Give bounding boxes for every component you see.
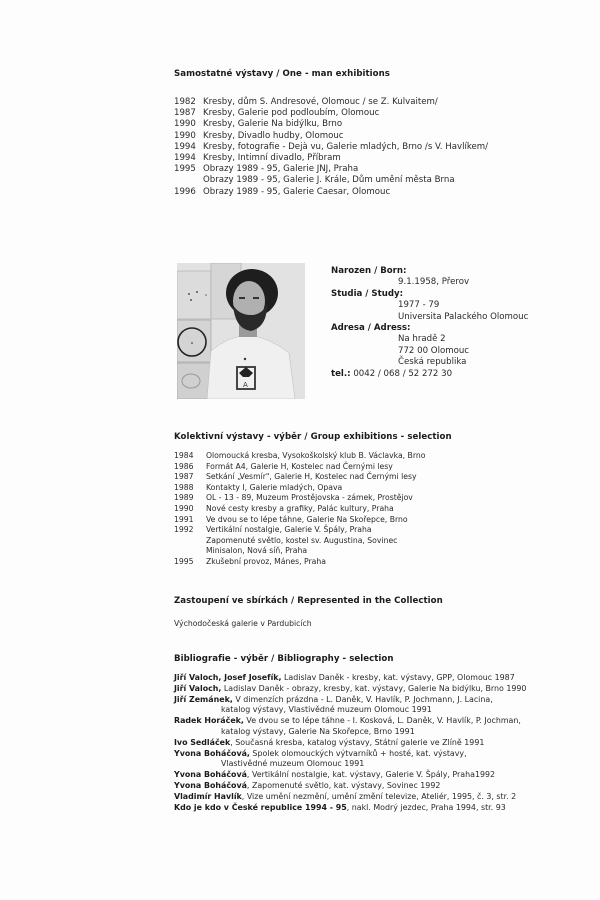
entry-text: Kresby, Galerie Na bidýlku, Brno [203, 119, 343, 130]
address-line-3: Česká republika [398, 357, 467, 368]
address-label: Adresa / Adress: [331, 322, 411, 333]
bibliography-entry [174, 716, 554, 727]
entry-text: Ve dvou se to lépe táhne, Galerie Na Skořepce, Brno [206, 514, 408, 524]
year: 1989 [174, 493, 194, 503]
entry-text: , Zapomenuté světlo, kat. výstavy, Sovinec 1992 [246, 780, 441, 790]
author: Jiří Zemánek, [174, 694, 233, 704]
year: 1995 [174, 556, 194, 566]
entry-text: , nakl. Modrý jezdec, Praha 1994, str. 93 [346, 802, 506, 812]
list-item [174, 515, 425, 526]
svg-text:A: A [243, 381, 248, 389]
bibliography-entry [174, 792, 554, 803]
list-item [174, 119, 488, 130]
entry-text: Spolek olomouckých výtvarníků + hosté, kat. výstavy, [249, 748, 467, 758]
bibliography-heading: Bibliografie - výběr / Bibliography - selection [174, 654, 394, 664]
born-label: Narozen / Born: [331, 266, 407, 276]
entry-text: Zapomenuté světlo, kostel sv. Augustina, Sovinec [206, 535, 398, 545]
list-item [174, 483, 425, 494]
year [174, 536, 206, 547]
bibliography-entry [174, 695, 554, 706]
entry-text: Zkušební provoz, Mánes, Praha [206, 556, 326, 566]
list-item [174, 462, 425, 473]
entry-text: Nové cesty kresby a grafiky, Palác kultury, Praha [206, 503, 394, 513]
author: Yvona Boháčová [174, 780, 247, 790]
list-item [174, 153, 488, 164]
telephone [331, 369, 528, 380]
year [174, 175, 203, 186]
bibliography-entry [174, 673, 554, 684]
collection-heading: Zastoupení ve sbírkách / Represented in the Collection [174, 596, 443, 606]
year: 1990 [174, 503, 194, 513]
bibliography-entry [174, 738, 554, 749]
list-item [174, 142, 488, 153]
year [174, 546, 206, 557]
list-item [174, 451, 425, 462]
year: 1992 [174, 525, 194, 535]
author: Jiří Valoch, [174, 683, 222, 693]
author: Yvona Boháčová, [174, 748, 250, 758]
list-item [174, 131, 488, 142]
author: Ivo Sedláček [174, 737, 231, 747]
list-item [174, 493, 425, 504]
bibliography-entry [174, 770, 554, 781]
bibliography-entry [174, 803, 554, 814]
address-line-2: 772 00 Olomouc [398, 345, 470, 356]
list-item [174, 108, 488, 119]
entry-text: Kresby, Divadlo hudby, Olomouc [203, 130, 344, 141]
author: Vladimír Havlík [174, 791, 242, 801]
author: Jiří Valoch, Josef Josefík, [174, 673, 282, 682]
year: 1990 [174, 130, 196, 141]
entry-text: Formát A4, Galerie H, Kostelec nad Černými lesy [206, 461, 393, 471]
list-item [174, 504, 425, 515]
bibliography-entry-continuation: Vlastivědné muzeum Olomouc 1991 [221, 759, 365, 769]
biography-block [331, 266, 528, 380]
entry-text: Vertikální nostalgie, Galerie V. Špály, Praha [206, 525, 372, 535]
entry-text: , Vertikální nostalgie, kat. výstavy, Galerie V. Špály, Praha1992 [246, 770, 496, 780]
list-item [174, 557, 425, 568]
group-exhibitions-list [174, 451, 425, 568]
author: Radek Horáček, [174, 716, 244, 726]
entry-text: , Současná kresba, katalog výstavy, Státní galerie ve Zlíně 1991 [230, 737, 485, 747]
year: 1995 [174, 164, 196, 175]
tel-label: tel.: [331, 368, 351, 379]
bibliography-entry-continuation: katalog výstavy, Vlastivědné muzeum Olomouc 1991 [221, 705, 432, 715]
year: 1994 [174, 152, 196, 163]
year: 1991 [174, 514, 194, 524]
year: 1996 [174, 186, 196, 197]
solo-exhibitions-list [174, 97, 488, 198]
entry-text: Ladislav Daněk - obrazy, kresby, kat. výstavy, Galerie Na bidýlku, Brno 1990 [221, 683, 527, 693]
bibliography-entry [174, 749, 554, 760]
entry-text: Kresby, dům S. Andresové, Olomouc / se Z. Kulvaitem/ [203, 97, 438, 107]
list-item [174, 175, 488, 186]
bibliography-entry [174, 781, 554, 792]
address-line-1: Na hradě 2 [398, 334, 446, 345]
list-item [174, 472, 425, 483]
collection-item: Východočeská galerie v Pardubicích [174, 619, 312, 628]
entry-text: Obrazy 1989 - 95, Galerie Caesar, Olomouc [203, 186, 391, 197]
bibliography-list [174, 673, 554, 813]
entry-text: Kresby, Intimní divadlo, Příbram [203, 152, 341, 163]
year: 1987 [174, 108, 196, 119]
study-school: Universita Palackého Olomouc [398, 311, 529, 322]
list-item [174, 97, 488, 108]
entry-text: V dimenzích prázdna - L. Daněk, V. Havlík, P. Jochmann, J. Lacina, [232, 694, 493, 704]
entry-text: Ladislav Daněk - kresby, kat. výstavy, GPP, Olomouc 1987 [281, 673, 515, 682]
list-item [174, 525, 425, 536]
solo-exhibitions-heading: Samostatné výstavy / One - man exhibitions [174, 69, 390, 79]
portrait-illustration [177, 263, 305, 399]
year: 1982 [174, 97, 196, 107]
list-item [174, 187, 488, 198]
entry-text: OL - 13 - 89, Muzeum Prostějovska - zámek, Prostějov [206, 493, 413, 503]
tel-value: 0042 / 068 / 52 272 30 [350, 368, 453, 379]
entry-text: Obrazy 1989 - 95, Galerie JNJ, Praha [203, 164, 359, 175]
entry-text: Kresby, Galerie pod podloubím, Olomouc [203, 108, 380, 119]
entry-text: Ve dvou se to lépe táhne - I. Kosková, L. Daněk, V. Havlík, P. Jochman, [243, 716, 521, 726]
year: 1990 [174, 119, 196, 130]
author: Kdo je kdo v České republice 1994 - 95 [174, 802, 347, 812]
born-value: 9.1.1958, Přerov [398, 277, 470, 288]
year: 1984 [174, 451, 194, 460]
entry-text: Olomoucká kresba, Vysokoškolský klub B. Václavka, Brno [206, 451, 426, 460]
entry-text: Obrazy 1989 - 95, Galerie J. Krále, Dům umění města Brna [203, 175, 455, 186]
list-item [174, 546, 425, 557]
entry-text: Kontakty I, Galerie mladých, Opava [206, 482, 343, 492]
year: 1987 [174, 472, 194, 482]
group-exhibitions-heading: Kolektivní výstavy - výběr / Group exhibitions - selection [174, 432, 452, 442]
entry-text: , Vize umění nezmění, umění změní televize, Ateliér, 1995, č. 3, str. 2 [241, 791, 517, 801]
year: 1994 [174, 141, 196, 152]
author: Yvona Boháčová [174, 770, 247, 780]
year: 1986 [174, 461, 194, 471]
bibliography-entry-continuation: katalog výstavy, Galerie Na Skořepce, Brno 1991 [221, 726, 415, 736]
list-item [174, 164, 488, 175]
study-label: Studia / Study: [331, 288, 404, 299]
study-years: 1977 - 79 [398, 300, 440, 311]
list-item [174, 536, 425, 547]
portrait-photo [177, 263, 305, 399]
entry-text: Setkání „Vesmír", Galerie H, Kostelec nad Černými lesy [206, 472, 417, 482]
bibliography-entry [174, 684, 554, 695]
year: 1988 [174, 482, 194, 492]
entry-text: Minisalon, Nová síň, Praha [206, 546, 308, 556]
entry-text: Kresby, fotografie - Dejà vu, Galerie mladých, Brno /s V. Havlíkem/ [203, 141, 489, 152]
